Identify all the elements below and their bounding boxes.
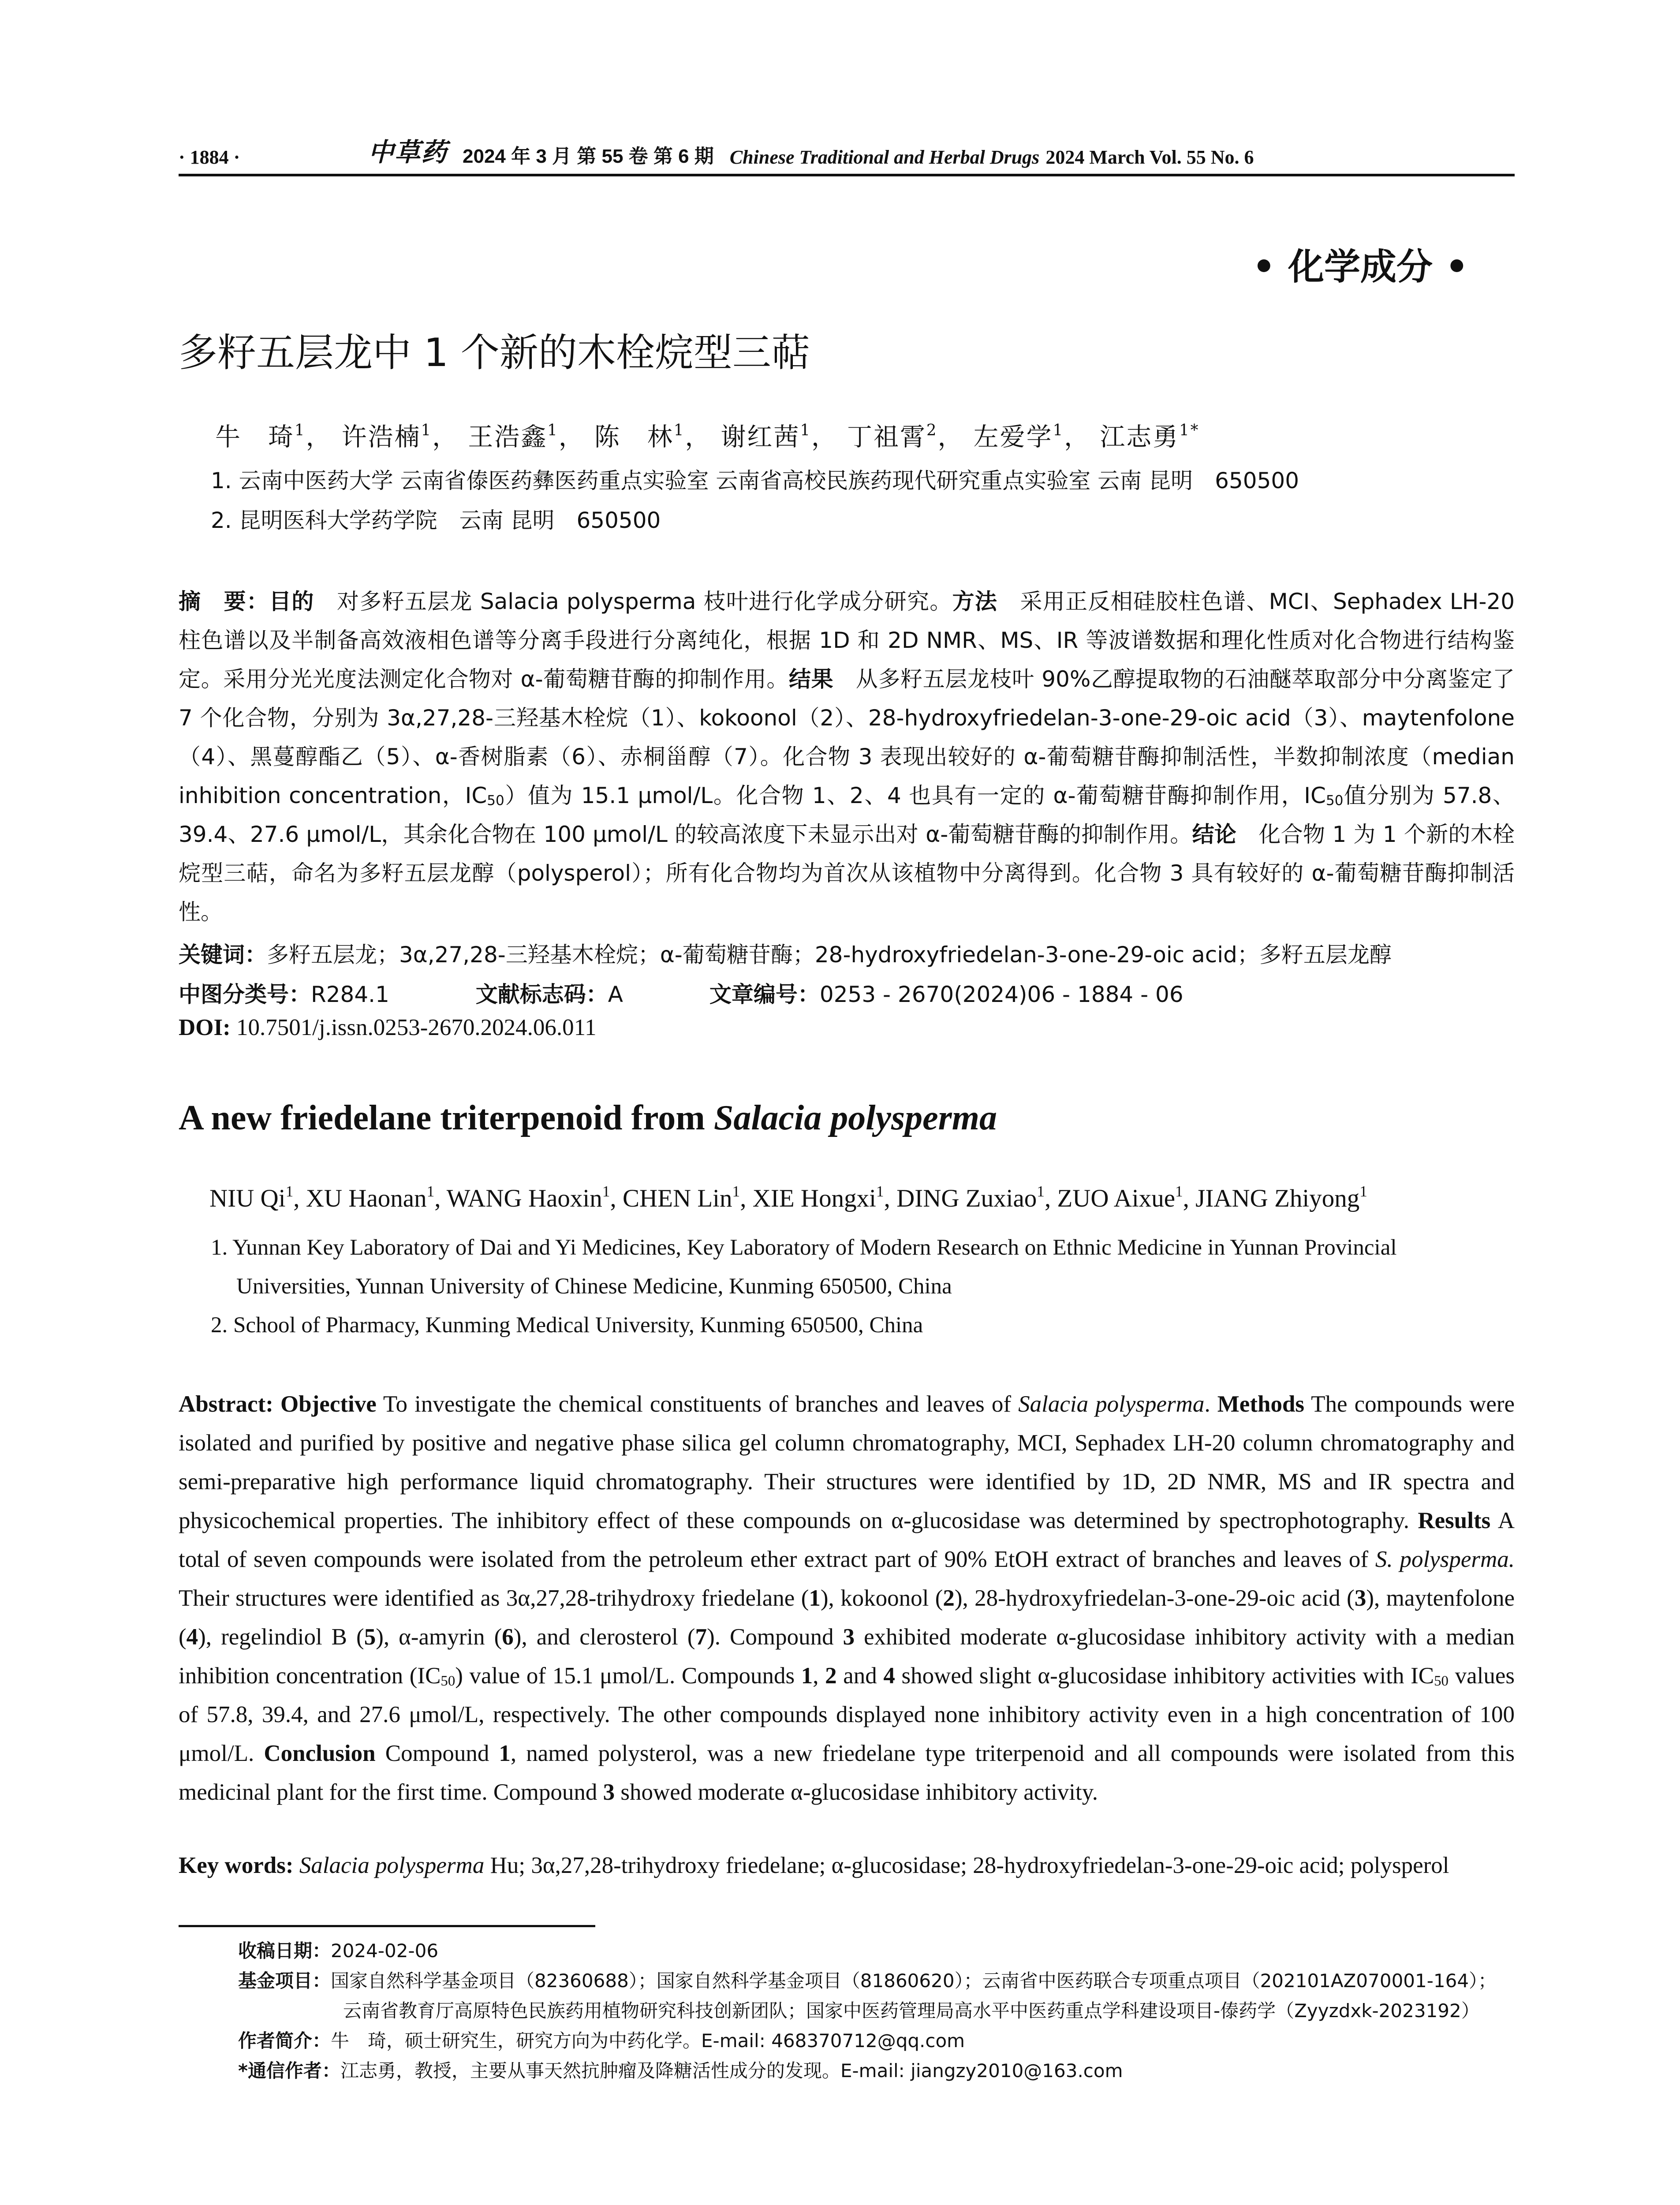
corr-value: 江志勇，教授，主要从事天然抗肿瘤及降糖活性成分的发现。E-mail: jiangzy2010@163.com (340, 2060, 1123, 2082)
species-short: S. polysperma. (1375, 1547, 1515, 1572)
running-header (179, 140, 1515, 176)
journal-name-en: Chinese Traditional and Herbal Drugs (729, 146, 1040, 168)
compound-number: 1 (499, 1741, 511, 1766)
en-title (179, 1098, 997, 1138)
en-keywords (179, 1852, 1449, 1879)
cn-keywords-text: 多籽五层龙；3α,27,28-三羟基木栓烷；α-葡萄糖苷酶；28-hydroxyfriedelan-3-one-29-oic acid；多籽五层龙醇 (267, 942, 1392, 968)
en-author: DING Zuxiao (896, 1185, 1037, 1212)
en-abstract-label: Abstract: (179, 1391, 273, 1417)
en-results-text: and (836, 1663, 884, 1689)
doi-label: DOI: (179, 1015, 231, 1040)
en-results-text: ), kokoonol ( (820, 1585, 943, 1611)
clc-label: 中图分类号： (179, 982, 311, 1007)
author-bio-label: 作者简介： (238, 2030, 331, 2052)
author-sup: 1 (800, 421, 811, 440)
compound-number: 7 (695, 1624, 707, 1650)
cn-author: 左爱学 (973, 422, 1053, 452)
clc-value: R284.1 (311, 982, 389, 1007)
author-sup: 1 (426, 1183, 435, 1200)
en-abstract: Abstract: Objective To investigate the chemical constituents of branches and leaves of Salacia polysperma. Methods The compounds were isolated and purified by positive and negative phase silica gel column chromatography, MCI, Sephadex LH-20 column chromatography and semi-preparative high performance liquid chromatography. Their structures were identified by 1D, 2D NMR, MS and IR spectra and physicochemical properties. The inhibitory effect of these compounds on α-glucosidase was determined by spectrophotography. Results A total of seven compounds were isolated from the petroleum ether extract part of 90% EtOH extract of branches and leaves of S. polysperma. Their structures were identified as 3α,27,28-trihydroxy friedelane (1), kokoonol (2), 28-hydroxyfriedelan-3-one-29-oic acid (3), maytenfolone (4), regelindiol B (5), α-amyrin (6), and clerosterol (7). Compound 3 exhibited moderate α-glucosidase inhibitory activity with a median inhibition concentration $(IC_{50})$ value of 15.1 μmol/L. Compounds 1, 2 and 4 showed slight α-glucosidase inhibitory activities with $IC_{50}$ values of 57.8, 39.4, and 27.6 μmol/L, respectively. The other compounds displayed none inhibitory activity even in a high concentration of 100 μmol/L. Conclusion Compound 1, named polysterol, was a new friedelane type triterpenoid and all compounds were isolated from this medicinal plant for the first time. Compound 3 showed moderate α-glucosidase inhibitory activity. (179, 1391, 1515, 1805)
en-author: ZUO Aixue (1057, 1185, 1175, 1212)
cn-abstract-label: 摘 要： (179, 589, 269, 614)
footnote-divider (179, 1925, 595, 1927)
compound-number: 1 (809, 1585, 821, 1611)
cn-results-text: ）值为 15.1 μmol/L。化合物 1、2、4 也具有一定的 α-葡萄糖苷酶抑制作用，IC (504, 783, 1326, 808)
en-objective-text: To investigate the chemical constituents of branches and leaves of (376, 1391, 1019, 1417)
cn-conclusion-label: 结论 (1192, 822, 1237, 847)
author-sup: 1 (1037, 1183, 1045, 1200)
compound-number: 5 (364, 1624, 376, 1650)
en-affiliation-2: 2. School of Pharmacy, Kunming Medical University, Kunming 650500, China (211, 1313, 923, 1338)
cn-author: 陈 林 (594, 422, 674, 452)
compound-number: 3 (843, 1624, 855, 1650)
cn-author: 牛 琦 (215, 422, 295, 452)
section-tag: • 化学成分 • (1252, 246, 1468, 288)
doccode-label: 文献标志码： (475, 982, 608, 1007)
cn-methods-label: 方法 (952, 589, 998, 614)
cn-author: 江志勇 (1100, 422, 1180, 452)
compound-number: 3 (603, 1779, 615, 1805)
cn-author: 王浩鑫 (468, 422, 548, 452)
cn-abstract (179, 582, 1515, 931)
ic50-sub: 50 (487, 792, 504, 809)
en-results-text: ), 28-hydroxyfriedelan-3-one-29-oic acid ( (954, 1585, 1355, 1611)
author-bio (238, 2026, 1517, 2056)
author-sup: 1 (285, 1183, 294, 1200)
author-sup: 1 (673, 421, 685, 440)
article-value: 0253 - 2670(2024)06 - 1884 - 06 (819, 982, 1183, 1007)
author-sup: 1 (1359, 1183, 1367, 1200)
compound-number: 1 (801, 1663, 813, 1689)
en-conclusion-text: Compound (375, 1741, 499, 1766)
en-results-text: ) value of 15.1 μmol/L. Compounds (455, 1663, 801, 1689)
classification-line (179, 977, 1183, 1009)
page-number: · 1884 · (179, 146, 240, 168)
doccode-value: A (608, 982, 623, 1007)
en-author: XU Haonan (306, 1185, 427, 1212)
en-author: WANG Haoxin (446, 1185, 602, 1212)
footnotes (238, 1936, 1517, 2086)
fund-label: 基金项目： (238, 1970, 331, 1992)
cn-results-label: 结果 (789, 666, 834, 692)
fund-line (238, 1966, 1517, 1996)
compound-number: 3 (1354, 1585, 1366, 1611)
author-sup: 1 (1053, 421, 1064, 440)
author-sup: 1 (732, 1183, 740, 1200)
cn-keywords-label: 关键词： (179, 942, 267, 968)
author-sup: 1 (876, 1183, 884, 1200)
cn-author: 谢红茜 (721, 422, 800, 452)
cn-author: 丁祖霄 (847, 422, 927, 452)
en-conclusion-label: Conclusion (264, 1741, 376, 1766)
article-label: 文章编号： (709, 982, 820, 1007)
cn-author: 许浩楠 (341, 422, 421, 452)
corresponding-author (238, 2056, 1517, 2086)
author-bio-value: 牛 琦，硕士研究生，研究方向为中药化学。E-mail: 468370712@qq.com (331, 2030, 965, 2052)
compound-number: 4 (186, 1624, 198, 1650)
en-results-text: showed slight α-glucosidase inhibitory activities with IC (895, 1663, 1434, 1689)
cn-affiliation-1: 1. 云南中医药大学 云南省傣医药彝医药重点实验室 云南省高校民族药现代研究重点实验室 云南 昆明 650500 (211, 468, 1299, 493)
compound-number: 2 (943, 1585, 955, 1611)
en-results-text: ), α-amyrin ( (376, 1624, 502, 1650)
ic50-sub: 50 (1325, 792, 1344, 809)
author-sup: 1 (421, 421, 433, 440)
en-results-text: exhibited moderate α-glucosidase inhibitory activity with a median inhibition concentration (IC (179, 1624, 1515, 1689)
cn-conclusion-text: 化合物 1 为 1 个新的木栓烷型三萜，命名为多籽五层龙醇（polysperol）；所有化合物均为首次从该植物中分离得到。化合物 3 具有较好的 α-葡萄糖苷酶抑制活性。 (179, 822, 1515, 925)
en-results-text: ), and clerosterol ( (513, 1624, 695, 1650)
species-name: Salacia polysperma (1018, 1391, 1205, 1417)
en-affiliation-1-line1: 1. Yunnan Key Laboratory of Dai and Yi Medicines, Key Laboratory of Modern Research on Ethnic Medicine in Yunnan Provincial (211, 1235, 1397, 1260)
en-author: JIANG Zhiyong (1195, 1185, 1360, 1212)
cn-author-list: 牛 琦$^1$， 许浩楠$^1$， 王浩鑫$^1$， 陈 林$^1$， 谢红茜$^1$， 丁祖霄$^2$， 左爱学$^1$， 江志勇$^{1*}$ (215, 421, 1200, 452)
received-label: 收稿日期： (238, 1940, 331, 1962)
author-sup: 1 (602, 1183, 610, 1200)
compound-number: 2 (825, 1663, 837, 1689)
en-results-text: A total of seven compounds were isolated from the petroleum ether extract part of 90% EtOH extract of branches and leaves of (179, 1508, 1515, 1572)
corr-label: *通信作者： (238, 2060, 340, 2082)
cn-keywords (179, 937, 1392, 969)
author-sup: 1 (295, 421, 306, 440)
en-methods-label: Methods (1217, 1391, 1305, 1417)
en-keywords-text: Hu; 3α,27,28-trihydroxy friedelane; α-glucosidase; 28-hydroxyfriedelan-3-one-29-oic acid; polysperol (484, 1853, 1449, 1878)
author-sup: 2 (926, 421, 938, 440)
journal-logo: 中草药 (368, 138, 448, 167)
en-results-text: ), maytenfolone ( (179, 1585, 1515, 1650)
en-results-text: ), regelindiol B ( (198, 1624, 364, 1650)
doi-line (179, 1014, 597, 1041)
compound-number: 4 (883, 1663, 895, 1689)
en-results-text: Their structures were identified as 3α,27,28-trihydroxy friedelane ( (179, 1585, 809, 1611)
en-author: XIE Hongxi (752, 1185, 876, 1212)
en-affiliation-1-line2: Universities, Yunnan University of Chinese Medicine, Kunming 650500, China (236, 1274, 952, 1299)
fund-value: 国家自然科学基金项目（82360688）；国家自然科学基金项目（81860620）；云南省中医药联合专项重点项目（202101AZ070001-164）； (331, 1970, 1497, 1992)
doi-value: 10.7501/j.issn.0253-2670.2024.06.011 (230, 1015, 597, 1040)
en-results-text: values of 57.8, 39.4, and 27.6 μmol/L, respectively. The other compounds displayed none inhibitory activity even in a high concentration of 100 μmol/L. (179, 1663, 1515, 1766)
en-conclusion-text: , named polysterol, was a new friedelane type triterpenoid and all compounds were isolated from this medicinal plant for the first time. Compound (179, 1741, 1515, 1805)
compound-number: 6 (502, 1624, 514, 1650)
ic50-sub: 50 (441, 1673, 455, 1689)
fund-line-2: 云南省教育厅高原特色民族药用植物研究科技创新团队；国家中医药管理局高水平中医药重点学科建设项目-傣药学（Zyyzdxk-2023192） (343, 2000, 1480, 2022)
en-objective-label: Objective (280, 1391, 377, 1417)
en-results-text: ). Compound (707, 1624, 843, 1650)
en-results-label: Results (1418, 1508, 1491, 1533)
en-keywords-label: Key words: (179, 1853, 294, 1878)
author-sup: 1* (1179, 421, 1200, 440)
en-author: NIU Qi (209, 1185, 286, 1212)
en-affiliations (211, 1228, 1516, 1345)
received-value: 2024-02-06 (331, 1940, 439, 1962)
en-title-species: Salacia polysperma (713, 1099, 997, 1137)
cn-affiliation-2: 2. 昆明医科大学药学院 云南 昆明 650500 (211, 508, 661, 533)
cn-title: 多籽五层龙中 1 个新的木栓烷型三萜 (179, 330, 810, 375)
en-methods-text: The compounds were isolated and purified by positive and negative phase silica gel column chromatography, MCI, Sephadex LH-20 column chromatography and semi-preparative high performance liquid chromatography. Their structures were identified by 1D, 2D NMR, MS and IR spectra and physicochemical properties. The inhibitory effect of these compounds on α-glucosidase was determined by spectrophotography. (179, 1391, 1515, 1533)
en-conclusion-text: showed moderate α-glucosidase inhibitory activity. (615, 1779, 1098, 1805)
author-sup: 1 (547, 421, 559, 440)
cn-objective-text: 对多籽五层龙 Salacia polysperma 枝叶进行化学成分研究。 (314, 589, 952, 614)
en-author-list: NIU Qi$^1$, XU Haonan$^1$, WANG Haoxin$^1$, CHEN Lin$^1$, XIE Hongxi$^1$, DING Zuxiao$^1$, ZUO Aixue$^1$, JIANG Zhiyong$^1$ (209, 1183, 1367, 1212)
cn-results-text: 值分别为 57.8、39.4、27.6 μmol/L，其余化合物在 100 μmol/L 的较高浓度下未显示出对 α-葡萄糖苷酶的抑制作用。 (179, 783, 1515, 847)
cn-objective-label: 目的 (269, 589, 314, 614)
en-title-text: A new friedelane triterpenoid from (179, 1099, 714, 1137)
issue-cn: 2024 年 3 月 第 55 卷 第 6 期 (463, 146, 714, 167)
cn-results-text: 从多籽五层龙枝叶 90%乙醇提取物的石油醚萃取部分中分离鉴定了 7 个化合物，分别为 3α,27,28-三羟基木栓烷（1）、kokoonol（2）、28-hydroxyfriedelan-3-one-29-oic acid（3）、maytenfolone（4）、黑蔓醇酯乙（5）、α-香树脂素（6）、赤桐甾醇（7）。化合物 3 表现出较好的 α-葡萄糖苷酶抑制活性，半数抑制浓度（median inhibition concentration，IC (179, 666, 1515, 808)
author-sup: 1 (1175, 1183, 1183, 1200)
ic50-sub: 50 (1434, 1673, 1449, 1689)
received-date (238, 1936, 1517, 1966)
keywords-species: Salacia polysperma (299, 1853, 485, 1878)
issue-en: 2024 March Vol. 55 No. 6 (1045, 146, 1254, 168)
cn-methods-text: 采用正反相硅胶柱色谱、MCI、Sephadex LH-20 柱色谱以及半制备高效液相色谱等分离手段进行分离纯化，根据 1D 和 2D NMR、MS、IR 等波谱数据和理化性质对化合物进行结构鉴定。采用分光光度法测定化合物对 α-葡萄糖苷酶的抑制作用。 (179, 589, 1515, 692)
en-author: CHEN Lin (622, 1185, 732, 1212)
